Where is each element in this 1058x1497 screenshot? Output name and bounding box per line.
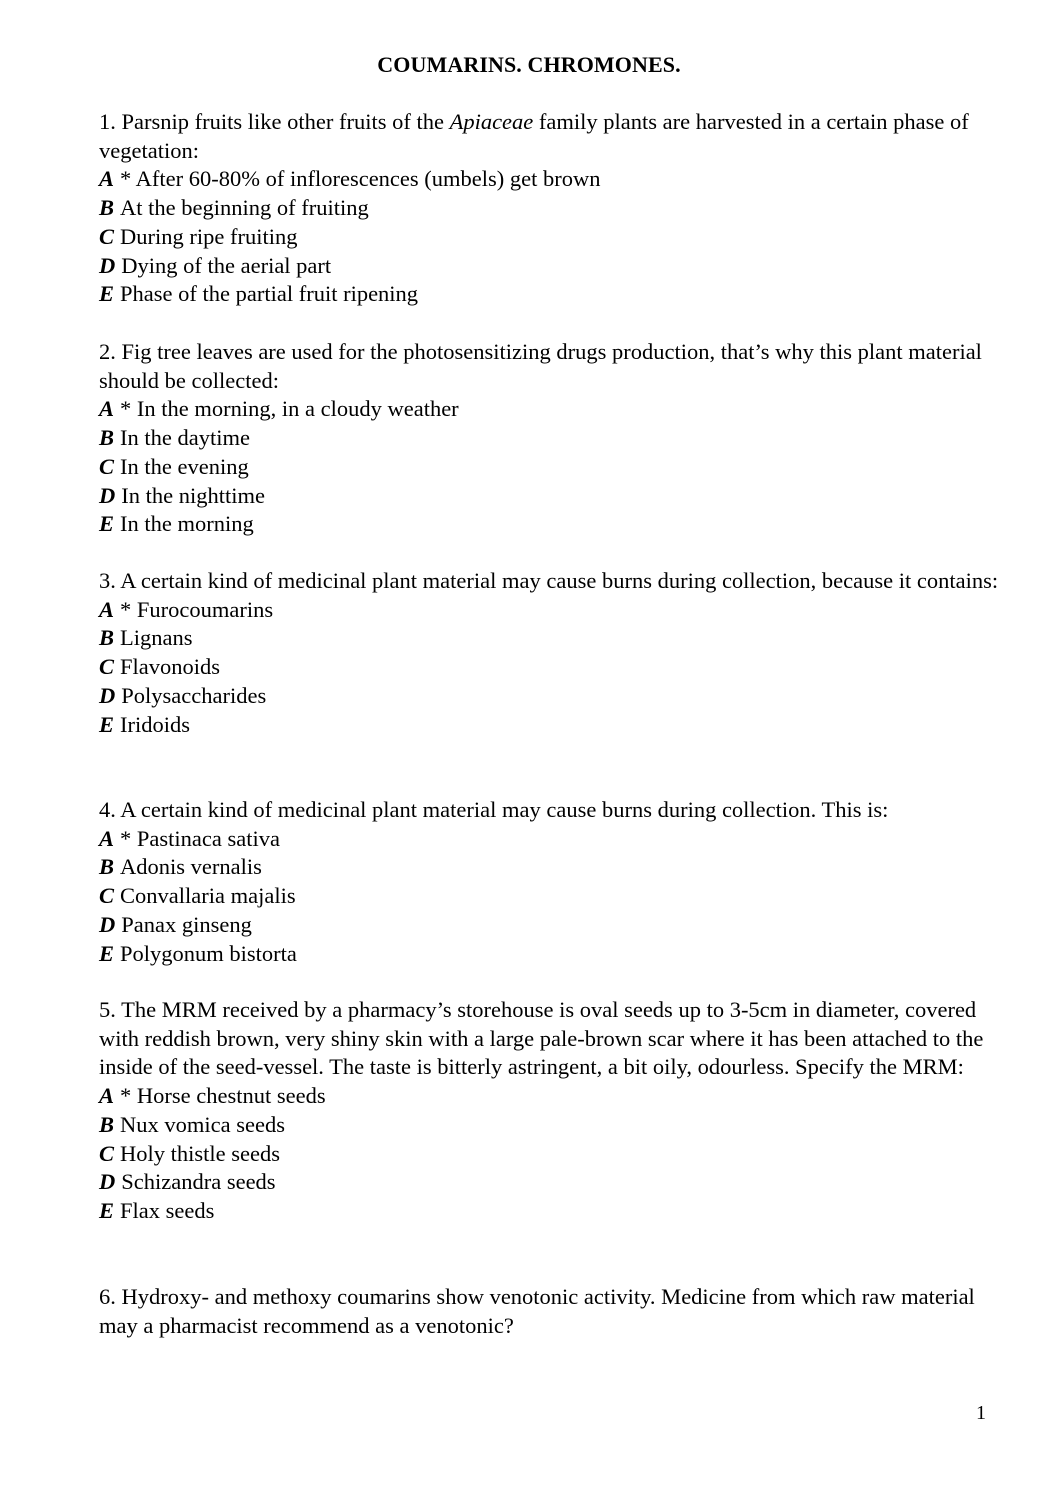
answer-option bbox=[99, 482, 999, 511]
answer-option bbox=[99, 424, 999, 453]
question-3 bbox=[99, 567, 999, 739]
answer-option bbox=[99, 1197, 999, 1226]
option-text: In the evening bbox=[120, 453, 249, 479]
option-text: During ripe fruiting bbox=[120, 223, 298, 249]
option-letter: C bbox=[99, 223, 115, 249]
answer-option bbox=[99, 653, 999, 682]
answer-option bbox=[99, 1111, 999, 1140]
option-letter: B bbox=[99, 195, 115, 221]
option-letter: D bbox=[99, 1169, 116, 1195]
option-letter: D bbox=[99, 252, 116, 278]
option-text: In the morning bbox=[120, 511, 254, 537]
option-letter: E bbox=[99, 281, 115, 307]
option-text: * After 60-80% of inflorescences (umbels) get brown bbox=[120, 166, 601, 192]
answer-option bbox=[99, 940, 999, 969]
option-text: Nux vomica seeds bbox=[120, 1111, 285, 1137]
question-stem bbox=[99, 108, 999, 165]
option-letter: C bbox=[99, 1140, 115, 1166]
option-letter: D bbox=[99, 682, 116, 708]
option-letter: E bbox=[99, 940, 115, 966]
option-letter: B bbox=[99, 854, 115, 880]
option-letter: A bbox=[99, 596, 115, 622]
question-2 bbox=[99, 338, 999, 539]
option-text: Panax ginseng bbox=[121, 911, 252, 937]
question-stem-text: family plants are harvested in a certain phase of vegetation: bbox=[99, 109, 969, 163]
option-text: In the nighttime bbox=[121, 482, 265, 508]
answer-option bbox=[99, 194, 999, 223]
option-letter: A bbox=[99, 825, 115, 851]
answer-option bbox=[99, 911, 999, 940]
question-stem-italic: Apiaceae bbox=[449, 109, 534, 134]
answer-option bbox=[99, 853, 999, 882]
option-text: Iridoids bbox=[120, 711, 191, 737]
option-text: Polysaccharides bbox=[121, 682, 267, 708]
option-letter: A bbox=[99, 396, 115, 422]
option-text: Flavonoids bbox=[120, 654, 221, 680]
option-letter: D bbox=[99, 911, 116, 937]
answer-option bbox=[99, 711, 999, 740]
option-letter: E bbox=[99, 511, 115, 537]
question-stem: 3. A certain kind of medicinal plant material may cause burns during collection, because it contains: bbox=[99, 568, 999, 593]
option-letter: D bbox=[99, 482, 116, 508]
answer-option bbox=[99, 825, 999, 854]
answer-option bbox=[99, 453, 999, 482]
answer-option bbox=[99, 280, 999, 309]
answer-option bbox=[99, 1140, 999, 1169]
option-letter: A bbox=[99, 1083, 115, 1109]
option-text: Phase of the partial fruit ripening bbox=[120, 281, 419, 307]
option-text: * In the morning, in a cloudy weather bbox=[120, 396, 459, 422]
answer-option bbox=[99, 223, 999, 252]
option-text: Holy thistle seeds bbox=[120, 1140, 280, 1166]
document-title: COUMARINS. CHROMONES. bbox=[377, 52, 681, 77]
question-stem: 4. A certain kind of medicinal plant material may cause burns during collection. This is: bbox=[99, 797, 889, 822]
option-letter: B bbox=[99, 425, 115, 451]
question-stem-text: 1. Parsnip fruits like other fruits of the bbox=[99, 109, 450, 134]
option-letter: A bbox=[99, 166, 115, 192]
answer-option bbox=[99, 395, 999, 424]
option-letter: C bbox=[99, 453, 115, 479]
answer-option bbox=[99, 1082, 999, 1111]
option-text: * Furocoumarins bbox=[120, 596, 274, 622]
option-text: Polygonum bistorta bbox=[120, 940, 297, 966]
option-letter: E bbox=[99, 711, 115, 737]
answer-option bbox=[99, 1168, 999, 1197]
option-text: * Horse chestnut seeds bbox=[120, 1083, 326, 1109]
answer-option bbox=[99, 510, 999, 539]
option-text: Adonis vernalis bbox=[120, 854, 262, 880]
question-stem: 6. Hydroxy- and methoxy coumarins show venotonic activity. Medicine from which raw material may a pharmacist recommend as a venotonic? bbox=[99, 1284, 975, 1338]
option-letter: B bbox=[99, 1111, 115, 1137]
option-letter: C bbox=[99, 654, 115, 680]
option-letter: B bbox=[99, 625, 115, 651]
option-text: Dying of the aerial part bbox=[121, 252, 332, 278]
option-text: * Pastinaca sativa bbox=[120, 825, 280, 851]
question-stem: 2. Fig tree leaves are used for the photosensitizing drugs production, that’s why this plant material should be collected: bbox=[99, 339, 982, 393]
option-text: In the daytime bbox=[120, 425, 250, 451]
answer-option bbox=[99, 882, 999, 911]
answer-option bbox=[99, 682, 999, 711]
question-stem: 5. The MRM received by a pharmacy’s storehouse is oval seeds up to 3-5cm in diameter, covered with reddish brown, very shiny skin with a large pale-brown scar where it has been attached to the inside of the seed-vessel. The taste is bitterly astringent, a bit oily, odourless. Specify the MRM: bbox=[99, 997, 984, 1080]
option-text: Lignans bbox=[120, 625, 193, 651]
option-letter: E bbox=[99, 1197, 115, 1223]
question-4 bbox=[99, 796, 999, 968]
answer-option bbox=[99, 165, 999, 194]
question-5 bbox=[99, 996, 999, 1226]
answer-option bbox=[99, 252, 999, 281]
option-text: Convallaria majalis bbox=[120, 883, 296, 909]
option-text: At the beginning of fruiting bbox=[120, 195, 369, 221]
answer-option bbox=[99, 624, 999, 653]
page-number: 1 bbox=[976, 1402, 986, 1424]
option-letter: C bbox=[99, 883, 115, 909]
option-text: Flax seeds bbox=[120, 1197, 215, 1223]
option-text: Schizandra seeds bbox=[121, 1169, 276, 1195]
question-1 bbox=[99, 108, 999, 309]
question-6 bbox=[99, 1283, 999, 1340]
answer-option bbox=[99, 596, 999, 625]
